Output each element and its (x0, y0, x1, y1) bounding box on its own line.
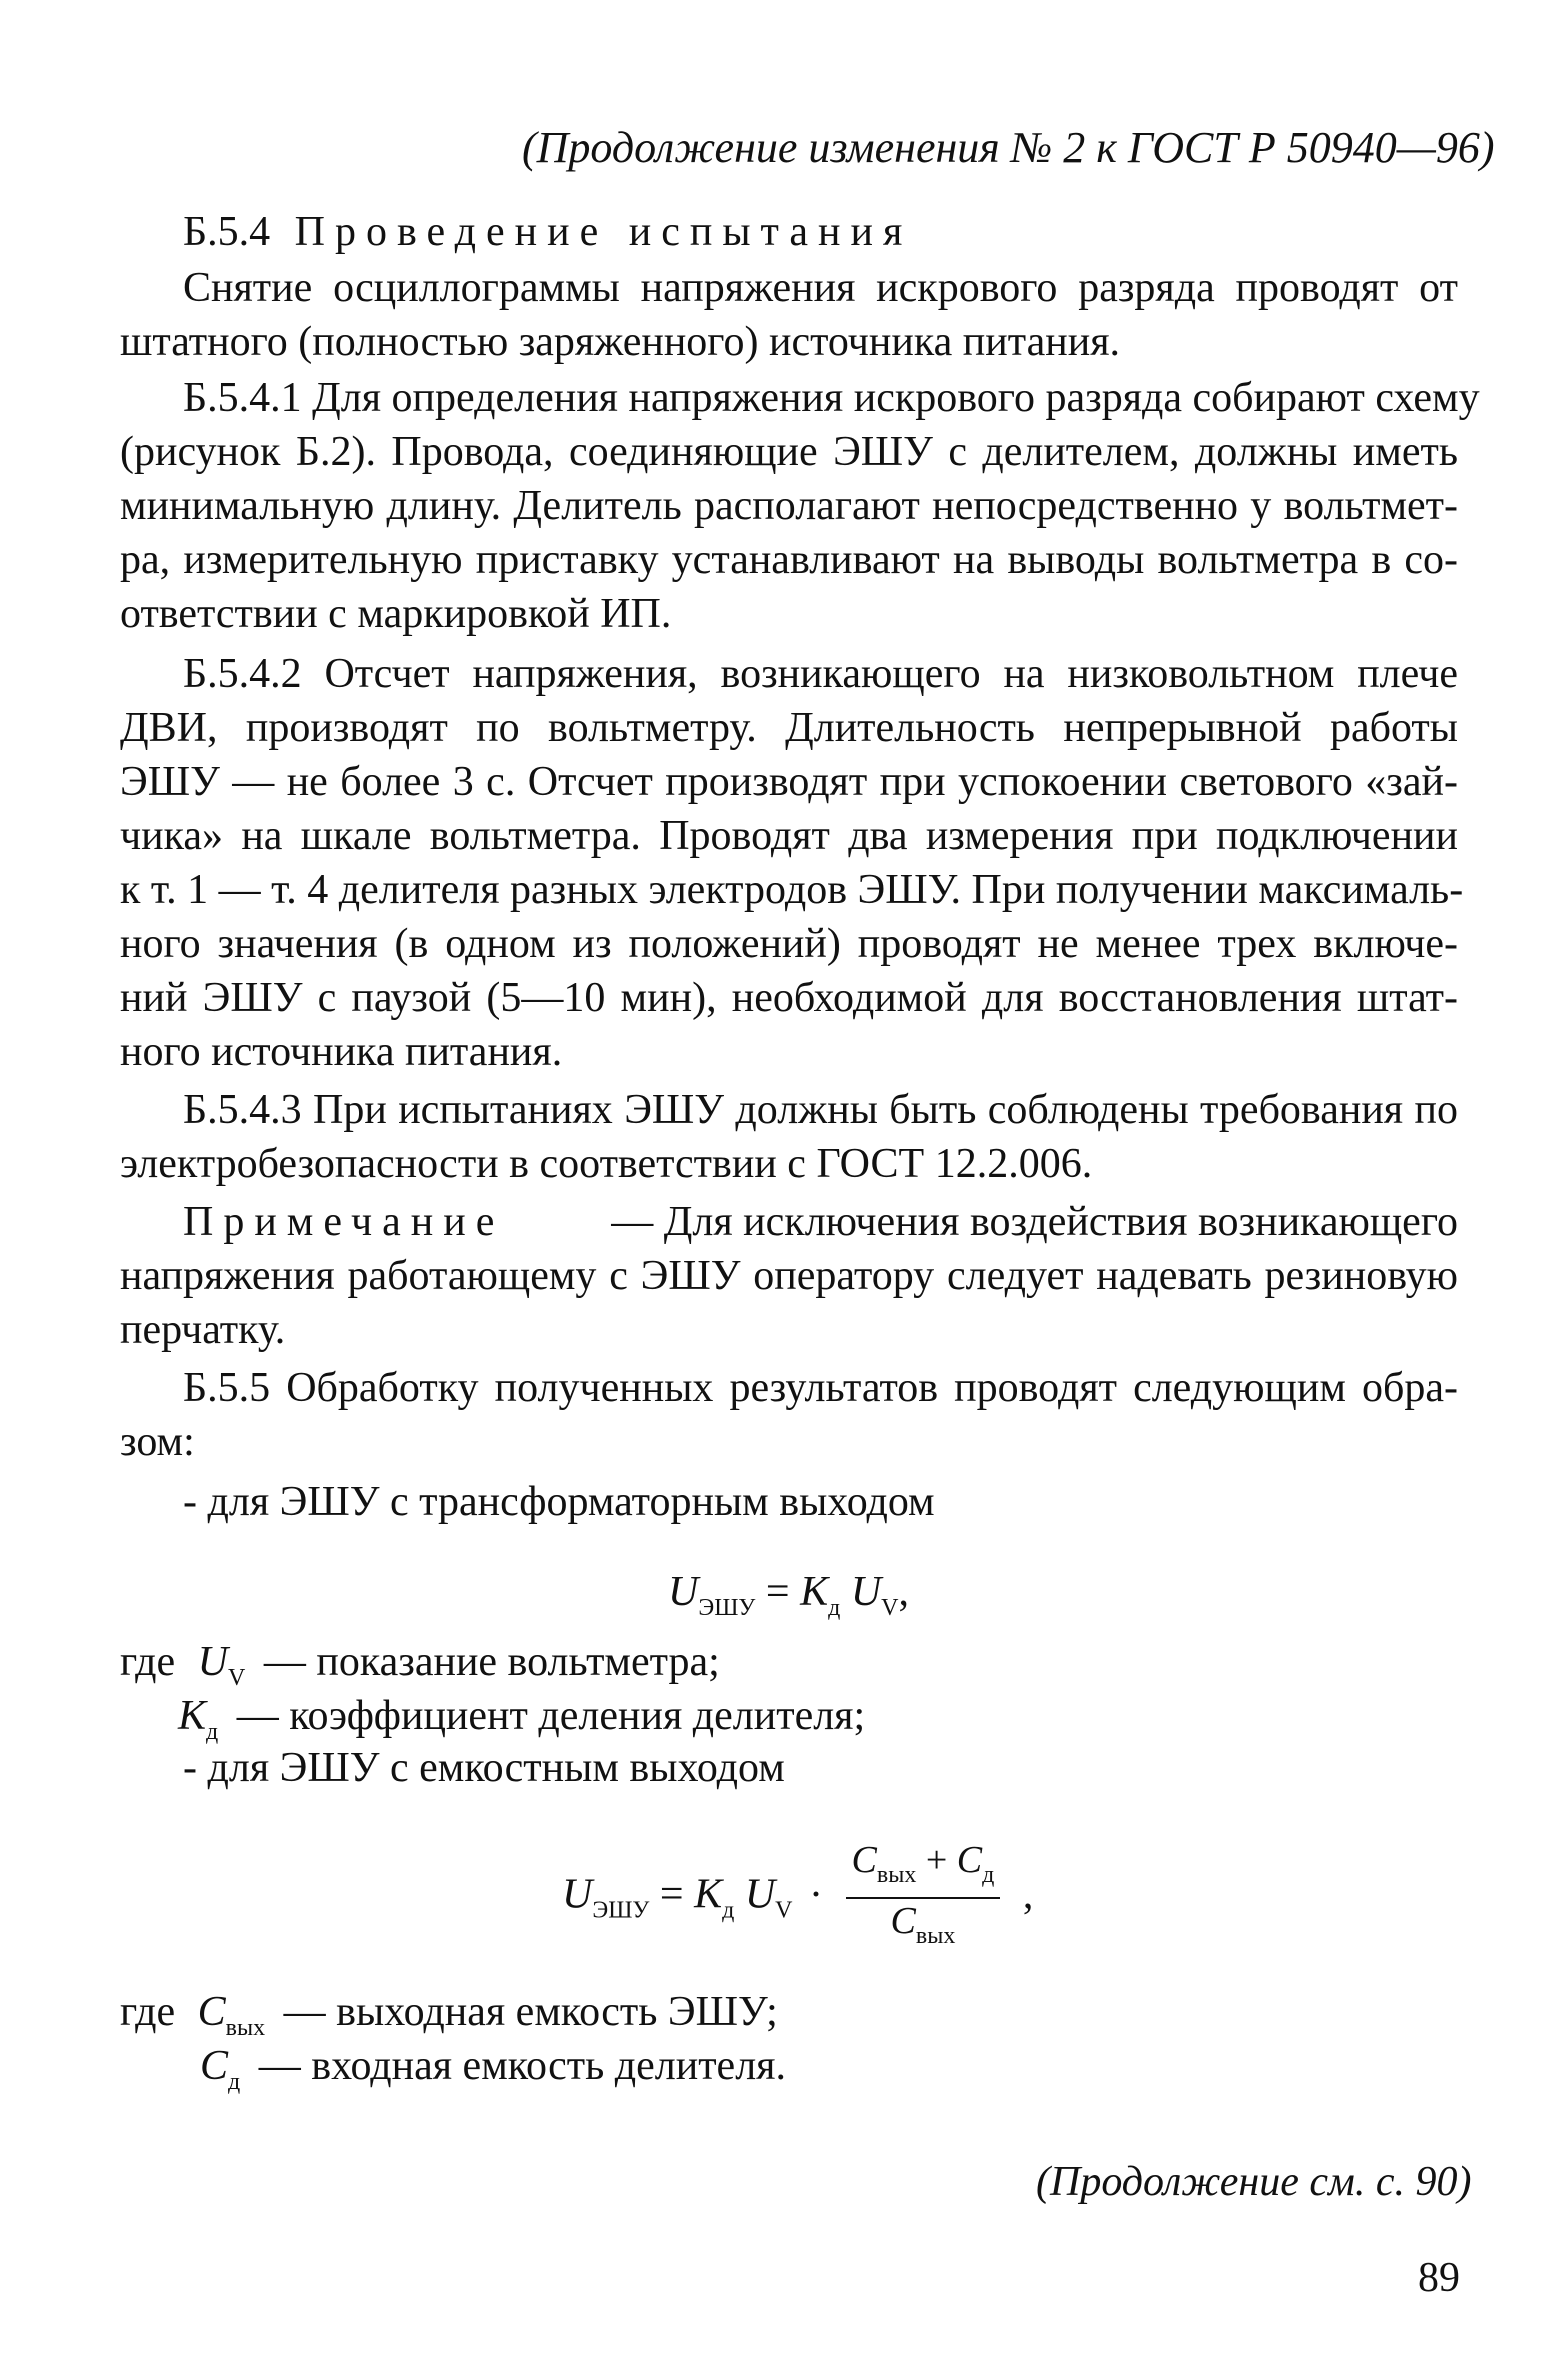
paragraph-line: ного источника питания. (120, 1029, 563, 1075)
where-description: — коэффициент деления делителя; (236, 1693, 866, 1739)
paragraph-line: Б.5.5 Обработку полученных результатов проводят следующим обра- (183, 1365, 1458, 1411)
subscript: д (228, 2069, 241, 2095)
section-number: Б.5.4 (183, 209, 271, 255)
case-capacitive-output: - для ЭШУ с емкостным выходом (183, 1745, 785, 1791)
fraction-numerator (846, 1838, 1001, 1899)
paragraph-line: минимальную длину. Делитель располагают непосредственно у вольтмет- (120, 483, 1458, 529)
symbol-u: U (668, 1569, 699, 1615)
formula-capacitive (562, 1838, 1033, 1958)
paragraph-line: чика» на шкале вольтметра. Проводят два измерения при подключении (120, 813, 1458, 859)
fraction-denominator (846, 1899, 1001, 1958)
symbol-k: K (178, 1693, 207, 1739)
paragraph-line: ответствии с маркировкой ИП. (120, 591, 672, 637)
subscript: V (228, 1665, 246, 1691)
where-lead: где (120, 1989, 176, 2035)
symbol-u: U (850, 1569, 882, 1615)
symbol-k: K (694, 1871, 723, 1918)
page-header: (Продолжение изменения № 2 к ГОСТ Р 50940—96) (522, 123, 1495, 172)
subscript: д (828, 1595, 841, 1621)
multiply-dot: · (809, 1871, 823, 1918)
paragraph-line: электробезопасности в соответствии с ГОСТ 12.2.006. (120, 1141, 1093, 1187)
subscript: V (881, 1595, 899, 1621)
page-number: 89 (1418, 2255, 1460, 2301)
subscript: д (206, 1719, 219, 1745)
symbol-k: K (800, 1569, 829, 1615)
subscript: д (982, 1862, 995, 1888)
paragraph-line: зом: (120, 1419, 195, 1465)
paragraph-line: ного значения (в одном из положений) проводят не менее трех включе- (120, 921, 1458, 967)
where-description: — выходная емкость ЭШУ; (283, 1989, 778, 2035)
paragraph-line: Б.5.4.1 Для определения напряжения искрового разряда собирают схему (183, 375, 1480, 421)
paragraph-line: ДВИ, производят по вольтметру. Длительность непрерывной работы (120, 705, 1458, 751)
where-description: — показание вольтметра; (263, 1639, 720, 1685)
where-line (200, 2040, 786, 2108)
continuation-note: (Продолжение см. с. 90) (1036, 2159, 1472, 2205)
symbol-u: U (562, 1871, 593, 1918)
comma: , (1022, 1871, 1034, 1918)
paragraph-line: Б.5.4.2 Отсчет напряжения, возникающего на низковольтном плече (183, 651, 1458, 697)
comma: , (898, 1569, 909, 1615)
fraction (846, 1838, 1001, 1958)
symbol-c: C (197, 1989, 226, 2035)
symbol-c: C (890, 1900, 916, 1942)
formula-transformer (668, 1566, 909, 1634)
subscript: ЭШУ (698, 1595, 756, 1621)
paragraph-line: к т. 1 — т. 4 делителя разных электродов ЭШУ. При получении максималь- (120, 867, 1464, 913)
subscript: д (722, 1897, 735, 1924)
paragraph-line: ра, измерительную приставку устанавливают на выводы вольтметра в со- (120, 537, 1458, 583)
section-title: Проведение испытания (294, 209, 913, 255)
symbol-c: C (200, 2043, 229, 2089)
symbol-u: U (197, 1639, 228, 1685)
plus-sign: + (925, 1839, 948, 1881)
paragraph-line: штатного (полностью заряженного) источника питания. (120, 319, 1121, 365)
note-text: — Для исключения воздействия возникающего (611, 1199, 1458, 1245)
note-line: перчатку. (120, 1307, 286, 1353)
paragraph-line: (рисунок Б.2). Провода, соединяющие ЭШУ с делителем, должны иметь (120, 429, 1458, 475)
subscript: вых (876, 1862, 917, 1888)
note-line: напряжения работающему с ЭШУ оператору следует надевать резиновую (120, 1253, 1458, 1299)
note-label: Примечание (183, 1199, 505, 1245)
paragraph-line: Снятие осциллограммы напряжения искрового разряда проводят от (183, 265, 1458, 311)
note-line (183, 1196, 1458, 1248)
equals-sign: = (659, 1871, 684, 1918)
symbol-c: C (956, 1839, 983, 1881)
paragraph-line: ЭШУ — не более 3 с. Отсчет производят при успокоении светового «зай- (120, 759, 1458, 805)
symbol-c: C (851, 1839, 877, 1881)
subscript: ЭШУ (592, 1897, 650, 1924)
symbol-u: U (744, 1871, 776, 1918)
equals-sign: = (765, 1569, 790, 1615)
section-heading (183, 206, 912, 258)
case-transformer-output: - для ЭШУ с трансформаторным выходом (183, 1479, 935, 1525)
where-lead: где (120, 1639, 176, 1685)
paragraph-line: Б.5.4.3 При испытаниях ЭШУ должны быть соблюдены требования по (183, 1087, 1458, 1133)
where-description: — входная емкость делителя. (258, 2043, 786, 2089)
subscript: V (775, 1897, 793, 1924)
subscript: вых (225, 2015, 266, 2041)
subscript: вых (915, 1923, 956, 1949)
paragraph-line: ний ЭШУ с паузой (5—10 мин), необходимой для восстановления штат- (120, 975, 1458, 1021)
